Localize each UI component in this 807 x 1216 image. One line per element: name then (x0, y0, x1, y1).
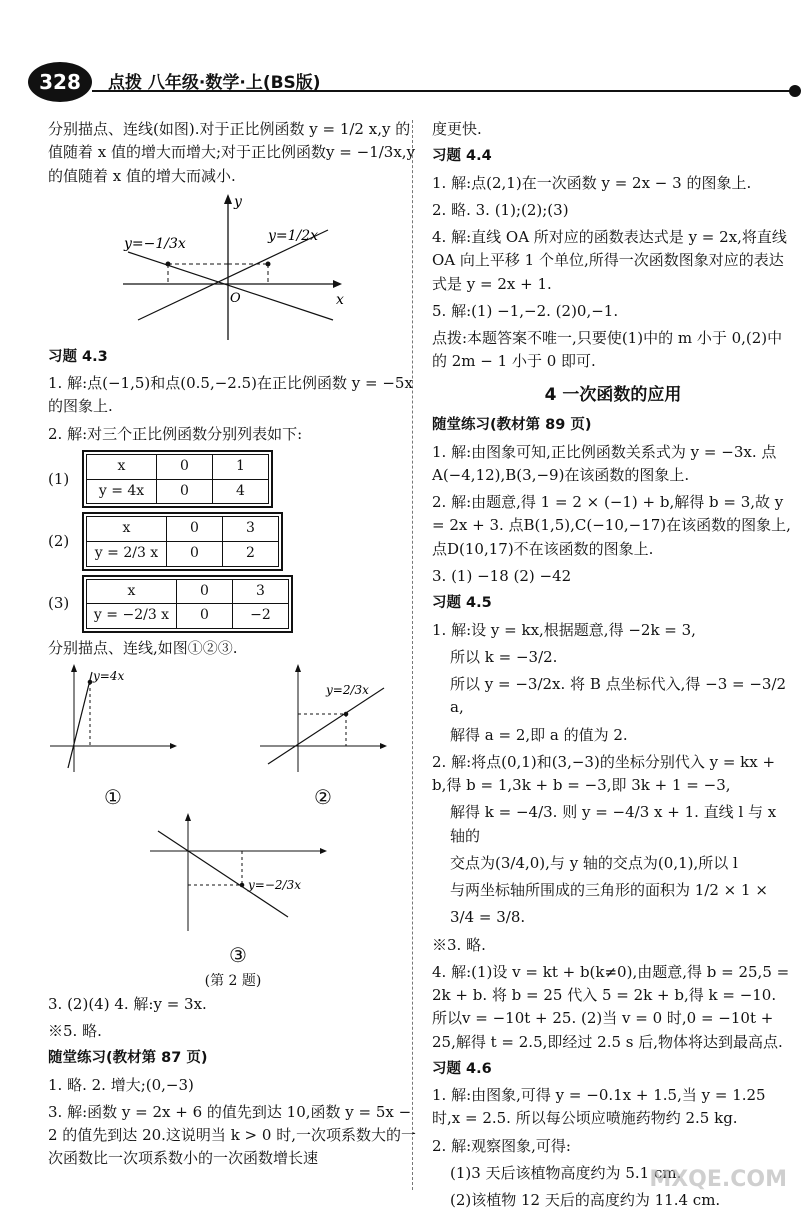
sui-1-2: 1. 略. 2. 增大;(0,−3) (48, 1075, 194, 1094)
text-c4: 4. 解:直线 OA 所对应的函数表达式是 y = 2x,将直线 OA 向上平移 1 个单位,所得一次函数图象对应的表达式是 y = 2x + 1. (432, 228, 787, 293)
text-d2: 2. 解:由题意,得 1 = 2 × (−1) + b,解得 b = 3,故 y = 2x + 3. 点B(1,5),C(−10,−17)在该函数的图象上,点D(10,17)不在该函数的图象上. (432, 493, 791, 558)
watermark: MXQE.COM (649, 1167, 787, 1192)
heading-4-5: 习题 4.5 (432, 595, 492, 612)
text-e4: 4. 解:(1)设 v = kt + b(k≠0),由题意,得 b = 25,5 = 2k + b. 将 b = 25 代入 5 = 2k + b,得 k = −10. 所以v = −10t + 25. (2)当 v = 0 时,0 = −10t + 25,解得 t = 2.5,即经过 2.5 s 后,物体将达到最高点. (432, 962, 790, 1051)
text-c0: 度更快. (432, 120, 482, 138)
fig-row-1 (48, 664, 388, 812)
text-e1: 1. 解:设 y = kx,根据题意,得 −2k = 3, (432, 620, 696, 639)
text-d3: 3. (1) −18 (2) −42 (432, 566, 572, 585)
text-e2c: 交点为(3/4,0),与 y 轴的交点为(0,1),所以 l (450, 853, 738, 872)
sui-3: 3. 解:函数 y = 2x + 6 的值先到达 10,函数 y = 5x − 2 的值先到达 20.这说明当 k > 0 时,一次项系数大的一次函数比一次项系数小的一次函数增长速 (48, 1102, 416, 1168)
text-e2b: 解得 k = −4/3. 则 y = −4/3 x + 1. 直线 l 与 x 轴的 (450, 803, 777, 845)
heading-4-3: 习题 4.3 (48, 348, 108, 365)
left-column (48, 118, 418, 1175)
fig2-graph (258, 664, 388, 774)
fig1-num: ① (104, 784, 122, 809)
text-e2e: 3/4 = 3/8. (450, 908, 526, 927)
graph1-label-b: y=1/2x (268, 227, 319, 244)
text-f2b: (2)该植物 12 天后的高度约为 11.4 cm. (450, 1191, 721, 1210)
page-header (0, 62, 807, 106)
table-3: (3) x 0 3 y = −2/3 x 0 −2 (48, 575, 418, 633)
header-dot (789, 85, 801, 97)
graph-figure-1 (118, 192, 348, 342)
heading-sui-87: 随堂练习(教材第 87 页) (48, 1050, 208, 1067)
text-e3: ※3. 略. (432, 935, 486, 954)
text-e1b: 所以 k = −3/2. (450, 647, 558, 666)
fig2-label: y=2/3x (326, 683, 369, 698)
fig3-label: y=−2/3x (248, 877, 301, 892)
table-1: (1) x 0 1 y = 4x 0 4 (48, 450, 418, 508)
text-c2: 2. 略. 3. (1);(2);(3) (432, 200, 569, 219)
text-f2: 2. 解:观察图象,可得: (432, 1136, 571, 1155)
graph1-label-a: y=−1/3x (124, 235, 186, 252)
heading-4-6: 习题 4.6 (432, 1060, 492, 1077)
page-number: 328 (28, 62, 92, 102)
figure-caption: (第 2 题) (204, 972, 262, 989)
fig-row-2 (148, 813, 328, 971)
book-title: 点拨 八年级·数学·上(BS版) (108, 73, 321, 93)
table-2: (2) x 0 3 y = 2/3 x 0 2 (48, 512, 418, 570)
fig3-graph (148, 813, 328, 933)
text-e1d: 解得 a = 2,即 a 的值为 2. (450, 725, 628, 744)
text-f2a: (1)3 天后该植物高度约为 5.1 cm. (450, 1163, 682, 1182)
heading-4-4: 习题 4.4 (432, 148, 492, 165)
graph1-o: O (230, 290, 241, 306)
fig1-graph (48, 664, 178, 774)
text-e2d: 与两坐标轴所围成的三角形的面积为 1/2 × 1 × (450, 881, 768, 899)
header-rule (92, 90, 793, 92)
heading-sui-89: 随堂练习(教材第 89 页) (432, 417, 592, 434)
answer-5: ※5. 略. (48, 1021, 102, 1040)
text-dianbo: 点拨:本题答案不唯一,只要使(1)中的 m 小于 0,(2)中的 2m − 1 小于 0 即可. (432, 329, 783, 371)
text-d1: 1. 解:由图象可知,正比例函数关系式为 y = −3x. 点 A(−4,12),B(3,−9)在该函数的图象上. (432, 442, 777, 484)
text-e1c: 所以 y = −3/2x. 将 B 点坐标代入,得 −3 = −3/2 a, (450, 675, 787, 717)
answer-2: 2. 解:对三个正比例函数分别列表如下: (48, 424, 303, 443)
text-f1: 1. 解:由图象,可得 y = −0.1x + 1.5,当 y = 1.25 时,x = 2.5. 所以每公顷应喷施药物约 2.5 kg. (432, 1086, 766, 1128)
text-p2: 分别描点、连线,如图①②③. (48, 639, 238, 658)
fig3-num: ③ (229, 942, 247, 967)
text-c1: 1. 解:点(2,1)在一次函数 y = 2x − 3 的图象上. (432, 173, 752, 192)
text-e2: 2. 解:将点(0,1)和(3,−3)的坐标分别代入 y = kx + b,得 b = 1,3k + b = −3,即 3k + 1 = −3, (432, 752, 776, 794)
fig2-num: ② (314, 784, 332, 809)
text-p1: 分别描点、连线(如图).对于正比例函数 y = 1/2 x,y 的值随着 x 值的增大而增大;对于正比例函数y = −1/3x,y 的值随着 x 值的增大而减小. (48, 120, 416, 185)
graph1-y: y (234, 193, 242, 210)
text-c5: 5. 解:(1) −1,−2. (2)0,−1. (432, 301, 619, 320)
right-column (432, 118, 794, 1216)
section-title: 4 一次函数的应用 (544, 384, 682, 405)
answer-3-4: 3. (2)(4) 4. 解:y = 3x. (48, 994, 207, 1013)
answer-1: 1. 解:点(−1,5)和点(0.5,−2.5)在正比例函数 y = −5x 的图象上. (48, 374, 413, 416)
graph1-x: x (336, 291, 344, 308)
fig1-label: y=4x (93, 669, 125, 684)
